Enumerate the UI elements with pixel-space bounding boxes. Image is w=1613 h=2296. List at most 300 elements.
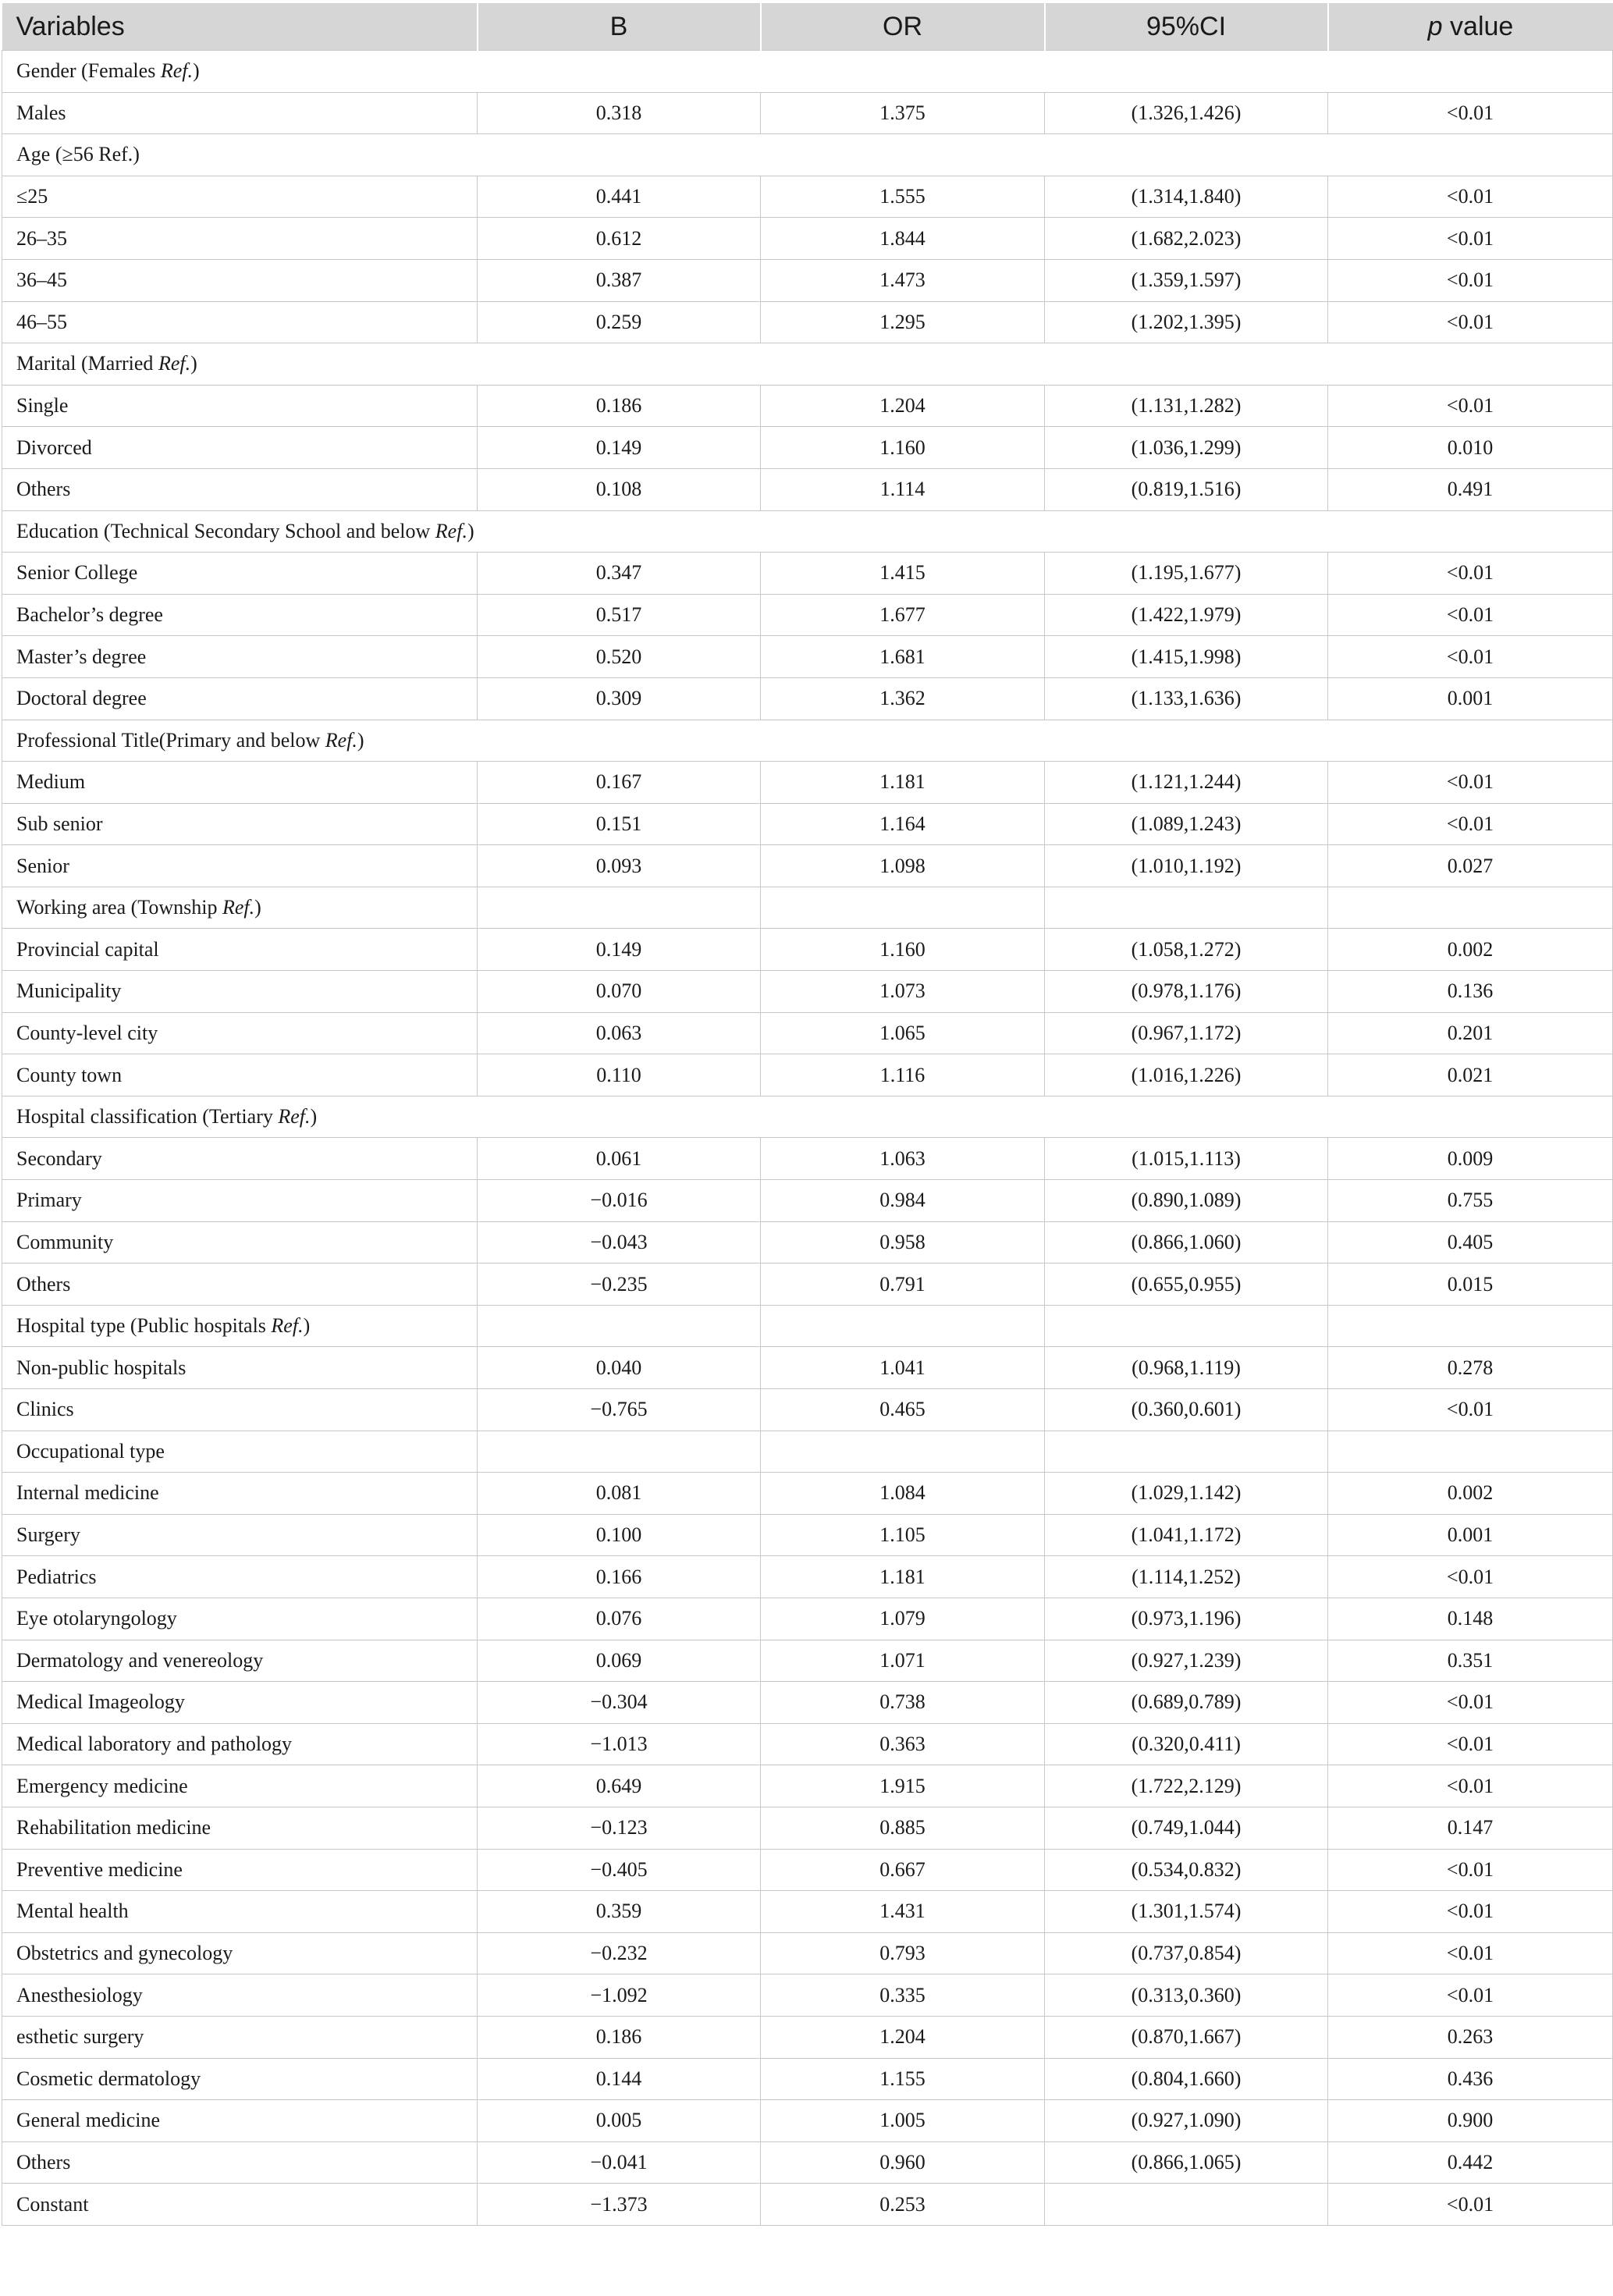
group-header-row [2,343,1613,386]
table-row [2,1932,1613,1974]
group-label-text: Hospital type (Public hospitals [16,1314,272,1338]
variable-cell: Senior [2,845,478,887]
or-cell: 1.295 [761,301,1045,343]
table-row [2,385,1613,427]
or-cell: 1.079 [761,1598,1045,1640]
b-cell: 0.167 [478,762,761,804]
p-value-cell: <0.01 [1328,259,1613,301]
ci-cell: (1.202,1.395) [1045,301,1328,343]
header-p-italic: p [1427,11,1443,41]
variable-cell: County town [2,1054,478,1096]
group-ref-italic: Ref. [222,896,255,919]
ci-cell: (0.927,1.239) [1045,1640,1328,1682]
empty-cell [1045,1305,1328,1347]
ci-cell: (0.313,0.360) [1045,1974,1328,2017]
or-cell: 1.473 [761,259,1045,301]
ci-cell: (0.655,0.955) [1045,1264,1328,1306]
b-cell: 0.110 [478,1054,761,1096]
or-cell: 1.915 [761,1765,1045,1807]
table-row [2,1389,1613,1431]
b-cell: −0.304 [478,1682,761,1724]
or-cell: 0.253 [761,2184,1045,2226]
p-value-cell: <0.01 [1328,1849,1613,1891]
p-value-cell: <0.01 [1328,1765,1613,1807]
b-cell: 0.151 [478,803,761,845]
b-cell: 0.517 [478,594,761,636]
table-row [2,636,1613,678]
table-row [2,176,1613,218]
header-b: B [478,3,761,51]
ci-cell: (0.927,1.090) [1045,2100,1328,2142]
table-row [2,845,1613,887]
table-row [2,1054,1613,1096]
variable-cell: Community [2,1221,478,1264]
variable-cell: Medical Imageology [2,1682,478,1724]
ci-cell: (1.016,1.226) [1045,1054,1328,1096]
or-cell: 1.084 [761,1473,1045,1515]
table-row [2,1807,1613,1849]
ci-cell: (0.737,0.854) [1045,1932,1328,1974]
variable-cell: Provincial capital [2,929,478,971]
table-row [2,1682,1613,1724]
b-cell: 0.063 [478,1012,761,1054]
b-cell: 0.309 [478,677,761,720]
or-cell: 0.984 [761,1180,1045,1222]
p-value-cell: <0.01 [1328,1723,1613,1765]
variable-cell: Males [2,92,478,134]
variable-cell: Pediatrics [2,1556,478,1598]
group-label [2,343,1613,386]
group-label-suffix: ) [357,728,364,752]
p-value-cell: <0.01 [1328,176,1613,218]
or-cell: 1.555 [761,176,1045,218]
table-row [2,218,1613,260]
or-cell: 1.005 [761,2100,1045,2142]
b-cell: 0.108 [478,468,761,510]
or-cell: 1.160 [761,427,1045,469]
group-header-row [2,1431,1613,1473]
b-cell: 0.520 [478,636,761,678]
variable-cell: Doctoral degree [2,677,478,720]
group-label [2,720,1613,762]
p-value-cell: 0.278 [1328,1347,1613,1389]
ci-cell: (1.010,1.192) [1045,845,1328,887]
group-label-text: Education (Technical Secondary School and below [16,519,435,542]
variable-cell: esthetic surgery [2,2016,478,2058]
group-label [2,1305,478,1347]
group-header-row [2,1096,1613,1138]
group-label-suffix: ) [190,352,197,375]
ci-cell: (0.973,1.196) [1045,1598,1328,1640]
or-cell: 1.098 [761,845,1045,887]
table-row [2,1180,1613,1222]
b-cell: −1.373 [478,2184,761,2226]
variable-cell: General medicine [2,2100,478,2142]
group-label-text: Gender (Females [16,59,161,83]
ci-cell: (0.534,0.832) [1045,1849,1328,1891]
p-value-cell: <0.01 [1328,301,1613,343]
table-row [2,553,1613,595]
b-cell: 0.649 [478,1765,761,1807]
p-value-cell: 0.351 [1328,1640,1613,1682]
variable-cell: Preventive medicine [2,1849,478,1891]
b-cell: 0.441 [478,176,761,218]
group-label [2,51,1613,93]
variable-cell: Anesthesiology [2,1974,478,2017]
p-value-cell: <0.01 [1328,1932,1613,1974]
b-cell: −1.092 [478,1974,761,2017]
ci-cell: (1.058,1.272) [1045,929,1328,971]
ci-cell: (0.360,0.601) [1045,1389,1328,1431]
p-value-cell: 0.002 [1328,1473,1613,1515]
b-cell: −1.013 [478,1723,761,1765]
or-cell: 1.105 [761,1514,1045,1556]
group-label [2,134,1613,176]
or-cell: 0.738 [761,1682,1045,1724]
table-row [2,1640,1613,1682]
variable-cell: Non-public hospitals [2,1347,478,1389]
b-cell: −0.016 [478,1180,761,1222]
p-value-cell: 0.002 [1328,929,1613,971]
b-cell: 0.070 [478,971,761,1013]
ci-cell: (0.749,1.044) [1045,1807,1328,1849]
ci-cell: (1.195,1.677) [1045,553,1328,595]
group-ref-italic: Ref. [278,1105,311,1128]
p-value-cell: <0.01 [1328,1556,1613,1598]
ci-cell: (1.326,1.426) [1045,92,1328,134]
table-row [2,2100,1613,2142]
p-value-cell: <0.01 [1328,218,1613,260]
or-cell: 1.071 [761,1640,1045,1682]
header-95ci: 95%CI [1045,3,1328,51]
p-value-cell: 0.442 [1328,2141,1613,2184]
group-label-text: Age (≥56 Ref.) [16,143,140,166]
empty-cell [1045,887,1328,929]
b-cell: 0.387 [478,259,761,301]
variable-cell: Clinics [2,1389,478,1431]
b-cell: 0.166 [478,1556,761,1598]
or-cell: 1.160 [761,929,1045,971]
or-cell: 0.960 [761,2141,1045,2184]
variable-cell: Municipality [2,971,478,1013]
b-cell: −0.043 [478,1221,761,1264]
group-ref-italic: Ref. [160,59,193,83]
b-cell: 0.149 [478,427,761,469]
table-row [2,1012,1613,1054]
p-value-cell: 0.001 [1328,1514,1613,1556]
ci-cell: (1.359,1.597) [1045,259,1328,301]
variable-cell: Master’s degree [2,636,478,678]
p-value-cell: 0.009 [1328,1138,1613,1180]
table-row [2,929,1613,971]
ci-cell: (1.089,1.243) [1045,803,1328,845]
or-cell: 1.063 [761,1138,1045,1180]
or-cell: 0.958 [761,1221,1045,1264]
variable-cell: Cosmetic dermatology [2,2058,478,2100]
group-ref-italic: Ref. [158,352,191,375]
variable-cell: 36–45 [2,259,478,301]
group-label-text: Occupational type [16,1439,165,1463]
variable-cell: 46–55 [2,301,478,343]
or-cell: 1.181 [761,1556,1045,1598]
variable-cell: Single [2,385,478,427]
p-value-cell: 0.755 [1328,1180,1613,1222]
group-ref-italic: Ref. [435,519,467,542]
variable-cell: Primary [2,1180,478,1222]
empty-cell [761,887,1045,929]
ci-cell: (1.121,1.244) [1045,762,1328,804]
b-cell: 0.040 [478,1347,761,1389]
table-row [2,92,1613,134]
table-row [2,1849,1613,1891]
group-label-suffix: ) [192,59,200,83]
b-cell: 0.186 [478,2016,761,2058]
ci-cell: (1.301,1.574) [1045,1891,1328,1933]
variable-cell: Dermatology and venereology [2,1640,478,1682]
or-cell: 1.362 [761,677,1045,720]
p-value-cell: 0.147 [1328,1807,1613,1849]
ci-cell: (0.866,1.065) [1045,2141,1328,2184]
group-header-row [2,720,1613,762]
group-label [2,887,478,929]
p-value-cell: 0.201 [1328,1012,1613,1054]
header-p-rest: value [1442,11,1514,41]
ci-cell: (0.320,0.411) [1045,1723,1328,1765]
table-row [2,1598,1613,1640]
or-cell: 1.431 [761,1891,1045,1933]
b-cell: 0.005 [478,2100,761,2142]
or-cell: 1.181 [761,762,1045,804]
p-value-cell: 0.021 [1328,1054,1613,1096]
variable-cell: Rehabilitation medicine [2,1807,478,1849]
ci-cell: (1.015,1.113) [1045,1138,1328,1180]
regression-table [2,3,1613,2226]
p-value-cell: <0.01 [1328,636,1613,678]
group-header-row [2,51,1613,93]
or-cell: 0.335 [761,1974,1045,2017]
group-header-row [2,1305,1613,1347]
variable-cell: ≤25 [2,176,478,218]
ci-cell: (1.133,1.636) [1045,677,1328,720]
table-row [2,2058,1613,2100]
p-value-cell: <0.01 [1328,594,1613,636]
b-cell: −0.405 [478,1849,761,1891]
ci-cell: (0.804,1.660) [1045,2058,1328,2100]
b-cell: 0.259 [478,301,761,343]
ci-cell: (0.890,1.089) [1045,1180,1328,1222]
ci-cell: (1.041,1.172) [1045,1514,1328,1556]
variable-cell: Senior College [2,553,478,595]
table-row [2,971,1613,1013]
or-cell: 0.465 [761,1389,1045,1431]
ci-cell: (1.722,2.129) [1045,1765,1328,1807]
empty-cell [478,887,761,929]
table-row [2,1891,1613,1933]
empty-cell [478,1431,761,1473]
b-cell: 0.061 [478,1138,761,1180]
p-value-cell: <0.01 [1328,1682,1613,1724]
b-cell: 0.076 [478,1598,761,1640]
table-row [2,677,1613,720]
p-value-cell: 0.491 [1328,468,1613,510]
p-value-cell: <0.01 [1328,1891,1613,1933]
group-header-row [2,134,1613,176]
p-value-cell: 0.148 [1328,1598,1613,1640]
table-row [2,1765,1613,1807]
b-cell: −0.235 [478,1264,761,1306]
header-or: OR [761,3,1045,51]
ci-cell: (1.682,2.023) [1045,218,1328,260]
or-cell: 1.164 [761,803,1045,845]
variable-cell: 26–35 [2,218,478,260]
ci-cell: (0.866,1.060) [1045,1221,1328,1264]
table-row [2,1138,1613,1180]
b-cell: −0.041 [478,2141,761,2184]
table-row [2,1347,1613,1389]
group-header-row [2,887,1613,929]
table-row [2,1723,1613,1765]
b-cell: 0.318 [478,92,761,134]
empty-cell [761,1305,1045,1347]
ci-cell: (0.968,1.119) [1045,1347,1328,1389]
p-value-cell: <0.01 [1328,92,1613,134]
p-value-cell: <0.01 [1328,553,1613,595]
ci-cell: (1.131,1.282) [1045,385,1328,427]
variable-cell: Internal medicine [2,1473,478,1515]
or-cell: 1.114 [761,468,1045,510]
or-cell: 1.073 [761,971,1045,1013]
ci-cell: (1.036,1.299) [1045,427,1328,469]
table-row [2,1221,1613,1264]
p-value-cell: <0.01 [1328,762,1613,804]
table-row [2,1514,1613,1556]
or-cell: 0.667 [761,1849,1045,1891]
or-cell: 0.885 [761,1807,1045,1849]
variable-cell: Others [2,1264,478,1306]
b-cell: 0.359 [478,1891,761,1933]
or-cell: 0.791 [761,1264,1045,1306]
b-cell: 0.100 [478,1514,761,1556]
ci-cell: (0.819,1.516) [1045,468,1328,510]
table-row [2,762,1613,804]
or-cell: 1.415 [761,553,1045,595]
table-row [2,301,1613,343]
group-label-suffix: ) [303,1314,311,1338]
or-cell: 1.375 [761,92,1045,134]
b-cell: 0.149 [478,929,761,971]
header-row [2,3,1613,51]
p-value-cell: <0.01 [1328,1389,1613,1431]
table-row [2,1473,1613,1515]
p-value-cell: 0.405 [1328,1221,1613,1264]
b-cell: 0.093 [478,845,761,887]
table-row [2,1264,1613,1306]
ci-cell: (0.967,1.172) [1045,1012,1328,1054]
or-cell: 1.065 [761,1012,1045,1054]
p-value-cell: 0.010 [1328,427,1613,469]
group-label [2,1096,1613,1138]
p-value-cell: <0.01 [1328,385,1613,427]
p-value-cell: 0.136 [1328,971,1613,1013]
variable-cell: Bachelor’s degree [2,594,478,636]
table-row [2,259,1613,301]
table-row [2,468,1613,510]
or-cell: 1.681 [761,636,1045,678]
variable-cell: Secondary [2,1138,478,1180]
group-ref-italic: Ref. [325,728,357,752]
group-label-suffix: ) [310,1105,318,1128]
ci-cell: (1.029,1.142) [1045,1473,1328,1515]
ci-cell: (1.114,1.252) [1045,1556,1328,1598]
group-header-row [2,510,1613,553]
variable-cell: Medium [2,762,478,804]
p-value-cell: 0.436 [1328,2058,1613,2100]
variable-cell: Mental health [2,1891,478,1933]
ci-cell: (1.314,1.840) [1045,176,1328,218]
b-cell: 0.144 [478,2058,761,2100]
ci-cell: (1.415,1.998) [1045,636,1328,678]
or-cell: 1.677 [761,594,1045,636]
b-cell: 0.186 [478,385,761,427]
table-row [2,594,1613,636]
group-label-text: Working area (Township [16,896,222,919]
group-label-suffix: ) [254,896,261,919]
p-value-cell: 0.001 [1328,677,1613,720]
b-cell: 0.081 [478,1473,761,1515]
or-cell: 1.844 [761,218,1045,260]
group-label-suffix: ) [467,519,474,542]
or-cell: 0.363 [761,1723,1045,1765]
or-cell: 1.204 [761,385,1045,427]
variable-cell: Eye otolaryngology [2,1598,478,1640]
p-value-cell: 0.027 [1328,845,1613,887]
table-header [2,3,1613,51]
p-value-cell: 0.015 [1328,1264,1613,1306]
empty-cell [478,1305,761,1347]
table-row [2,2141,1613,2184]
group-label [2,1431,478,1473]
b-cell: 0.612 [478,218,761,260]
variable-cell: Emergency medicine [2,1765,478,1807]
variable-cell: Constant [2,2184,478,2226]
table-row [2,2016,1613,2058]
table-body [2,51,1613,2226]
table-row [2,803,1613,845]
or-cell: 1.204 [761,2016,1045,2058]
table-row [2,2184,1613,2226]
p-value-cell: 0.900 [1328,2100,1613,2142]
table-row [2,1974,1613,2017]
b-cell: 0.069 [478,1640,761,1682]
b-cell: −0.765 [478,1389,761,1431]
b-cell: 0.347 [478,553,761,595]
group-label-text: Marital (Married [16,352,158,375]
variable-cell: Sub senior [2,803,478,845]
group-ref-italic: Ref. [271,1314,304,1338]
header-p-value [1328,3,1613,51]
ci-cell [1045,2184,1328,2226]
ci-cell: (1.422,1.979) [1045,594,1328,636]
variable-cell: Medical laboratory and pathology [2,1723,478,1765]
p-value-cell: <0.01 [1328,1974,1613,2017]
variable-cell: Surgery [2,1514,478,1556]
ci-cell: (0.870,1.667) [1045,2016,1328,2058]
ci-cell: (0.978,1.176) [1045,971,1328,1013]
empty-cell [1328,1431,1613,1473]
empty-cell [1328,1305,1613,1347]
variable-cell: Others [2,2141,478,2184]
or-cell: 1.155 [761,2058,1045,2100]
